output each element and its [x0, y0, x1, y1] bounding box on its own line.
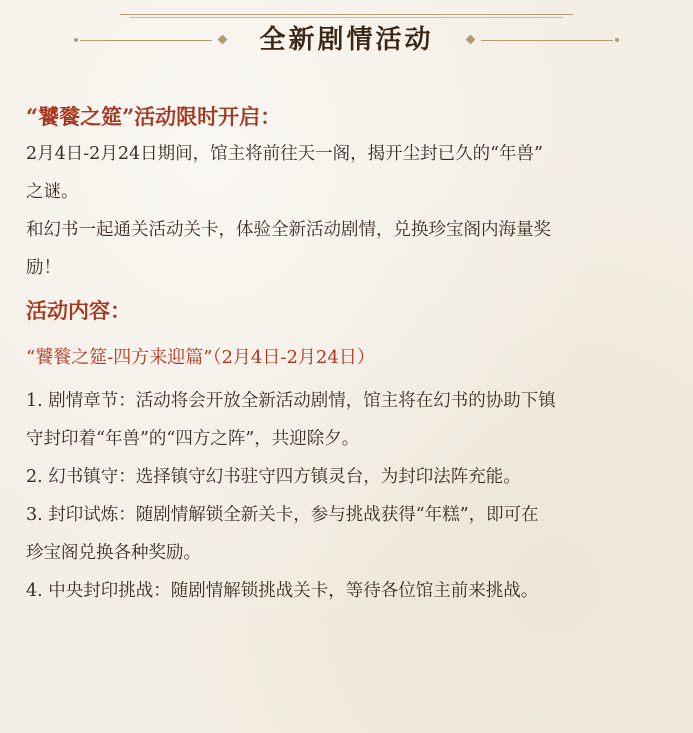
list-item-line: 珍宝阁兑换各种奖励。 — [26, 543, 201, 563]
paragraph-line: 励！ — [26, 258, 61, 278]
title-banner — [0, 20, 693, 62]
paragraph-line: 和幻书一起通关活动关卡，体验全新活动剧情，兑换珍宝阁内海量奖 — [26, 220, 551, 240]
list-item-line: 2. 幻书镇守：选择镇守幻书驻守四方镇灵台，为封印法阵充能。 — [26, 467, 521, 487]
title-ornament-right — [463, 39, 613, 42]
list-item-line: 守封印着“年兽”的“四方之阵”，共迎除夕。 — [26, 429, 360, 449]
list-item-line: 4. 中央封印挑战：随剧情解锁挑战关卡，等待各位馆主前来挑战。 — [26, 581, 539, 601]
paragraph-line: 之谜。 — [26, 182, 79, 202]
list-item-line: 1. 剧情章节：活动将会开放全新活动剧情，馆主将在幻书的协助下镇 — [26, 391, 556, 411]
article-body — [26, 102, 676, 607]
paragraph-line: 2月4日-2月24日期间，馆主将前往天一阁，揭开尘封已久的“年兽” — [26, 144, 543, 164]
section-heading-event: “饕餮之筵”活动限时开启： — [26, 104, 282, 129]
top-border-ornament — [120, 10, 573, 20]
section-heading-content: 活动内容： — [26, 298, 131, 323]
page-title: 全新剧情活动 — [259, 25, 434, 55]
subsection-heading: “饕餮之筵-四方来迎篇”（2月4日-2月24日） — [26, 347, 375, 368]
list-item-line: 3. 封印试炼：随剧情解锁全新关卡，参与挑战获得“年糕”，即可在 — [26, 505, 539, 525]
title-ornament-left — [80, 39, 230, 42]
